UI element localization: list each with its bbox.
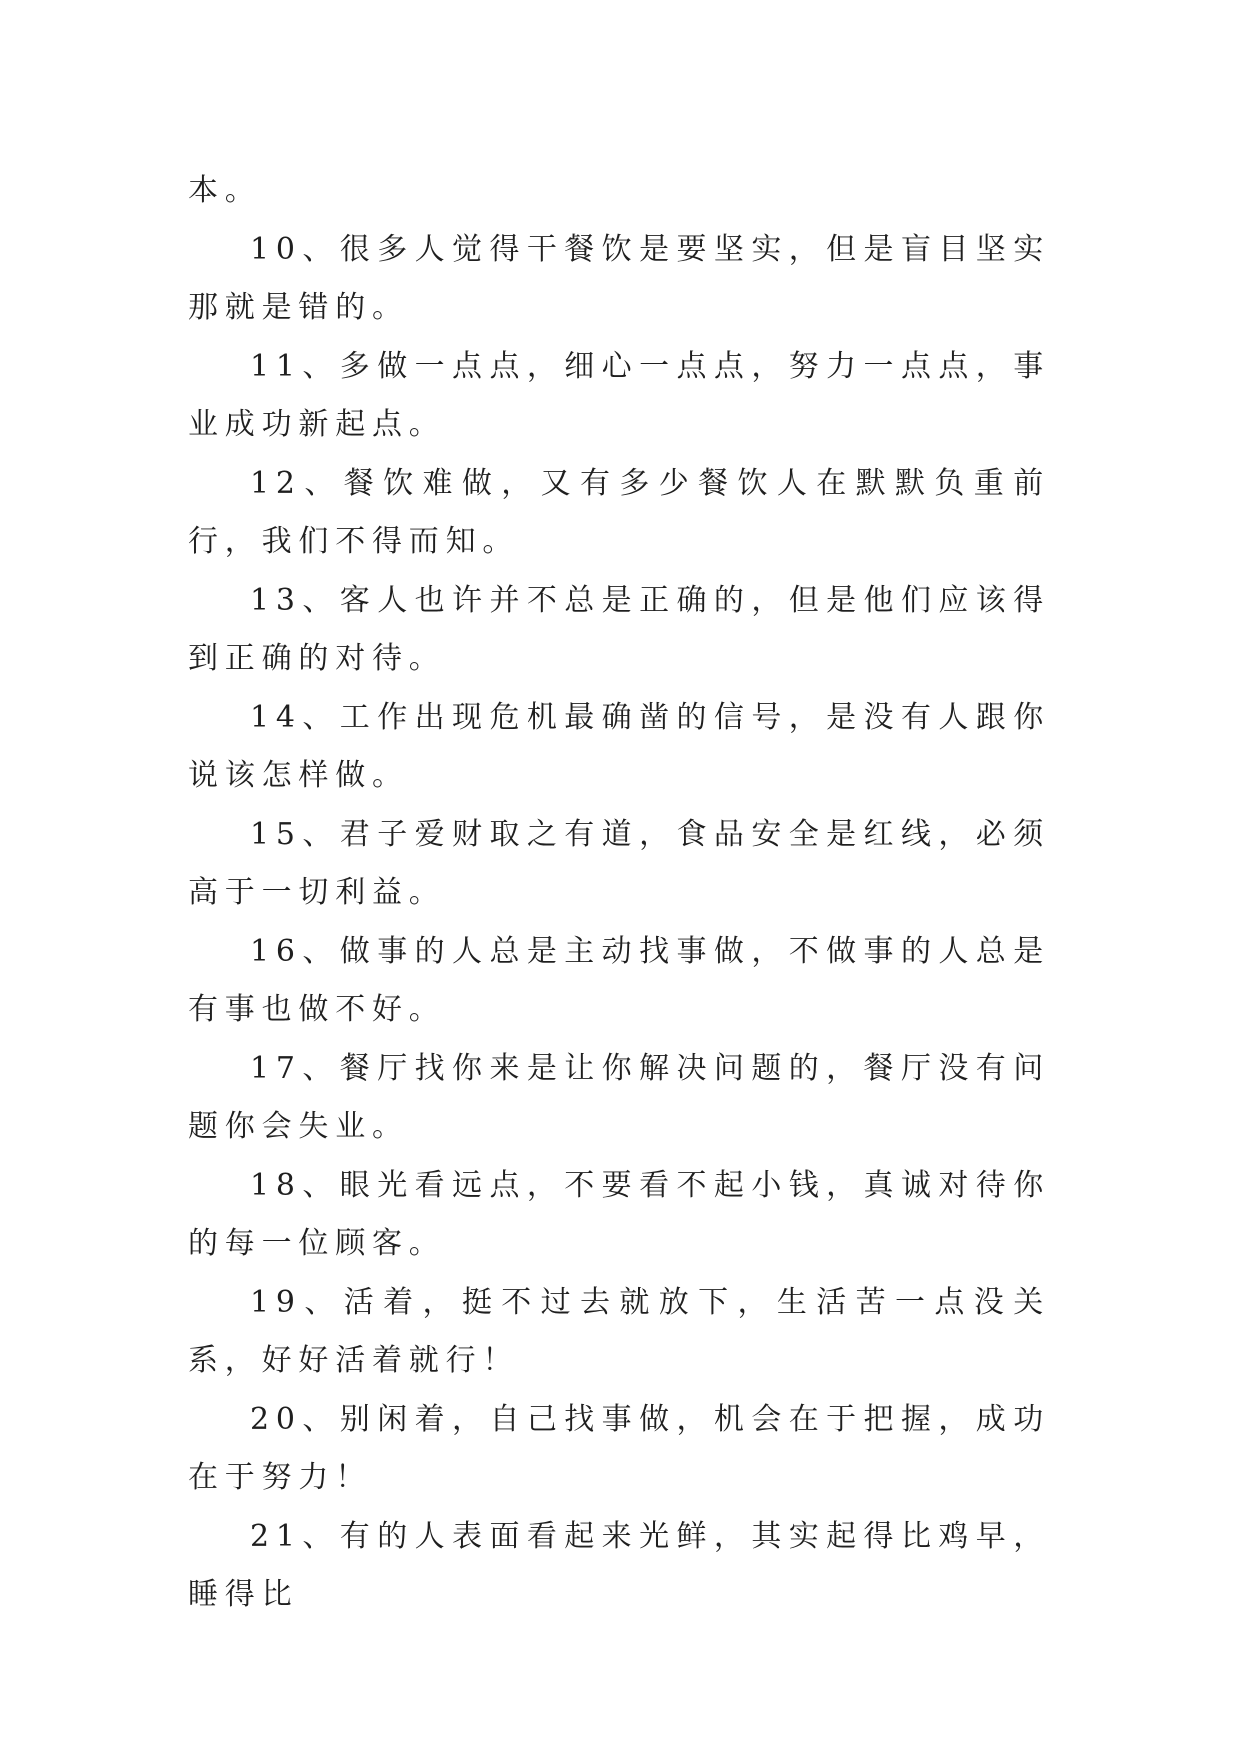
paragraph-item-10: 10、很多人觉得干餐饮是要坚实，但是盲目坚实那就是错的。: [188, 231, 1050, 325]
paragraph-item-21: 21、有的人表面看起来光鲜，其实起得比鸡早，睡得比: [188, 1518, 1050, 1612]
paragraph-item-15: 15、君子爱财取之有道，食品安全是红线，必须高于一切利益。: [188, 816, 1050, 910]
paragraph-item-20: 20、别闲着，自己找事做，机会在于把握，成功在于努力！: [188, 1401, 1050, 1495]
paragraph-item-18: 18、眼光看远点，不要看不起小钱，真诚对待你的每一位顾客。: [188, 1167, 1050, 1261]
paragraph-item-16: 16、做事的人总是主动找事做，不做事的人总是有事也做不好。: [188, 933, 1050, 1027]
document-body: [188, 162, 1050, 1625]
paragraph-item-17: 17、餐厅找你来是让你解决问题的，餐厅没有问题你会失业。: [188, 1050, 1050, 1144]
paragraph-item-12: 12、餐饮难做，又有多少餐饮人在默默负重前行，我们不得而知。: [188, 465, 1050, 559]
paragraph-item-13: 13、客人也许并不总是正确的，但是他们应该得到正确的对待。: [188, 582, 1050, 676]
paragraph-item-14: 14、工作出现危机最确凿的信号，是没有人跟你说该怎样做。: [188, 699, 1050, 793]
paragraph-item-19: 19、活着，挺不过去就放下，生活苦一点没关系，好好活着就行！: [188, 1284, 1050, 1378]
paragraph-item-11: 11、多做一点点，细心一点点，努力一点点，事业成功新起点。: [188, 348, 1050, 442]
paragraph-continuation: 本。: [188, 173, 262, 208]
